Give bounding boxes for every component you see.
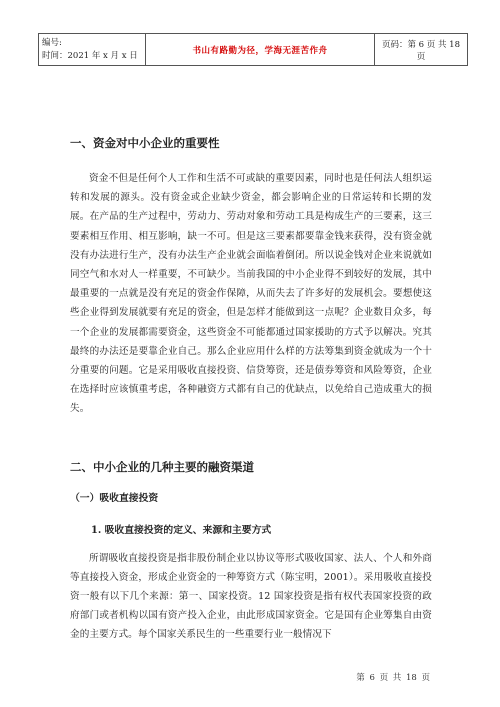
document-body [70, 135, 432, 645]
section-heading: 二、中小企业的几种主要的融资渠道 [70, 459, 254, 474]
subsection-heading: （一）吸收直接投资 [70, 492, 159, 504]
body-paragraph: 所谓吸收直接投资是指非股份制企业以协议等形式吸收国家、法人、个人和外商等直接投入资金，形成企业资金的一种筹资方式（陈宝明，2001）。采用吸收直接投资一般有以下几个来源：第一、国家投资。12 国家投资是指有权代表国家投资的政府部门或者机构以国有资产投入企业，由此形成国家资金。它是国有企业筹集自由资金的主要方式。每个国家关系民生的一些重要行业一般情况下 [70, 552, 432, 641]
subsubsection-heading: 1. 吸收直接投资的定义、来源和主要方式 [91, 524, 272, 536]
header-page-number: 页码：第 6 页 共 18 页 [375, 34, 468, 66]
body-paragraph: 资金不但是任何个人工作和生活不可或缺的重要因素，同时也是任何法人组织运转和发展的源头。没有资金或企业缺少资金，都会影响企业的日常运转和长期的发展。在产品的生产过程中，劳动力、劳动对象和劳动工具是构成生产的三要素，这三要素相互作用、相互影响，缺一不可。但是这三要素都要靠金钱来获得，没有资金就没有办法进行生产，没有办法生产企业就会面临着倒闭。所以说金钱对企业来说就如同空气和水对人一样重要，不可缺少。当前我国的中小企业得不到较好的发展，其中最重要的一点就是没有充足的资金作保障，从而失去了许多好的发展机会。要想使这些企业得到发展就要有充足的资金，但是怎样才能做到这一点呢？企业数目众多，每一个企业的发展都需要资金，这些资金不可能都通过国家援助的方式予以解决。究其最终的办法还是要靠企业自己。那么企业应用什么样的方法筹集到资金就成为一个十分重要的问题。它是采用吸收直接投资、信贷筹资，还是债券筹资和风险筹资，企业在选择时应该慎重考虑，各种融资方式都有自己的优缺点，以免给自己造成重大的损失。 [70, 173, 432, 415]
section-heading: 一、资金对中小企业的重要性 [70, 136, 220, 150]
header-meta-cell [39, 34, 146, 66]
document-number-label: 编号: [42, 37, 62, 48]
header-motto: 书山有路勤为径，学海无涯苦作舟 [146, 34, 375, 66]
document-time-label: 时间：2021 年 x 月 x 日 [42, 50, 138, 61]
page-footer: 第 6 页 共 18 页 [356, 673, 430, 683]
document-header [38, 33, 468, 66]
